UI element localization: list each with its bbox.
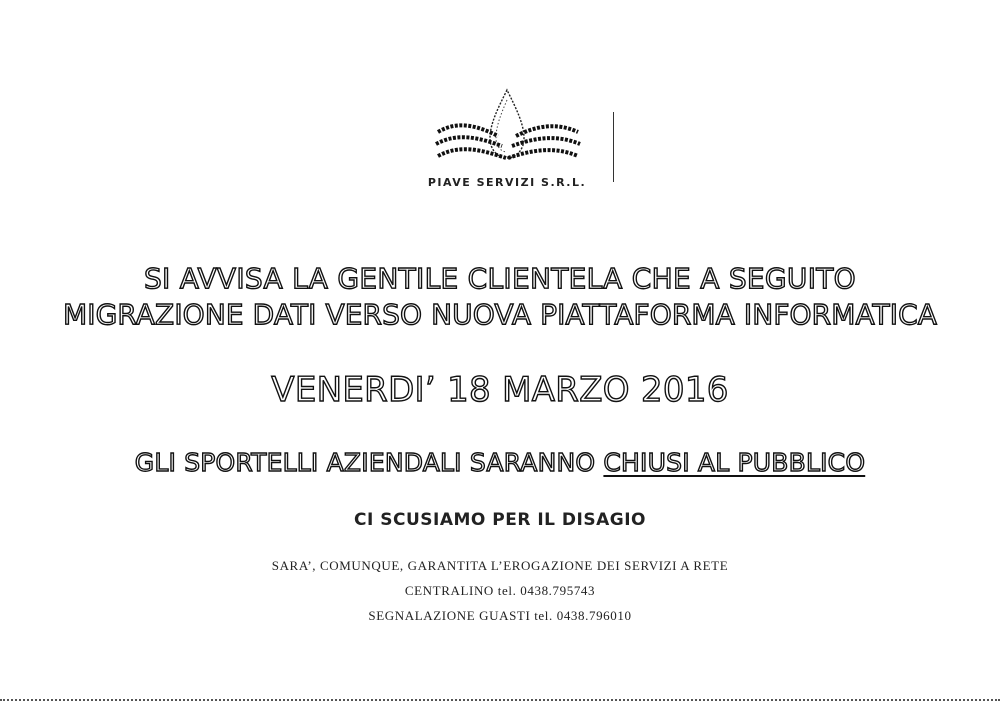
apology-line: CI SCUSIAMO PER IL DISAGIO — [354, 510, 646, 530]
closure-emphasis: CHIUSI AL PUBBLICO — [603, 448, 866, 477]
water-drop-waves-logo-icon — [428, 86, 586, 174]
fault-report-phone: SEGNALAZIONE GUASTI tel. 0438.796010 — [368, 608, 632, 623]
switchboard-phone: CENTRALINO tel. 0438.795743 — [404, 583, 596, 598]
closure-prefix: GLI SPORTELLI AZIENDALI SARANNO — [134, 448, 604, 477]
closure-date: VENERDI’ 18 MARZO 2016 — [271, 370, 729, 410]
service-guarantee-line: SARA’, COMUNQUE, GARANTITA L’EROGAZIONE DEI SERVIZI A RETE — [271, 558, 729, 573]
closure-statement — [0, 448, 1000, 477]
company-name: PIAVE SERVIZI S.R.L. — [427, 176, 587, 189]
notice-line-2: MIGRAZIONE DATI VERSO NUOVA PIATTAFORMA INFORMATICA — [62, 298, 938, 331]
header-divider — [613, 112, 614, 182]
notice-line-1: SI AVVISA LA GENTILE CLIENTELA CHE A SEGUITO — [143, 262, 857, 295]
company-logo — [422, 86, 592, 201]
page-bottom-edge — [0, 699, 1000, 701]
